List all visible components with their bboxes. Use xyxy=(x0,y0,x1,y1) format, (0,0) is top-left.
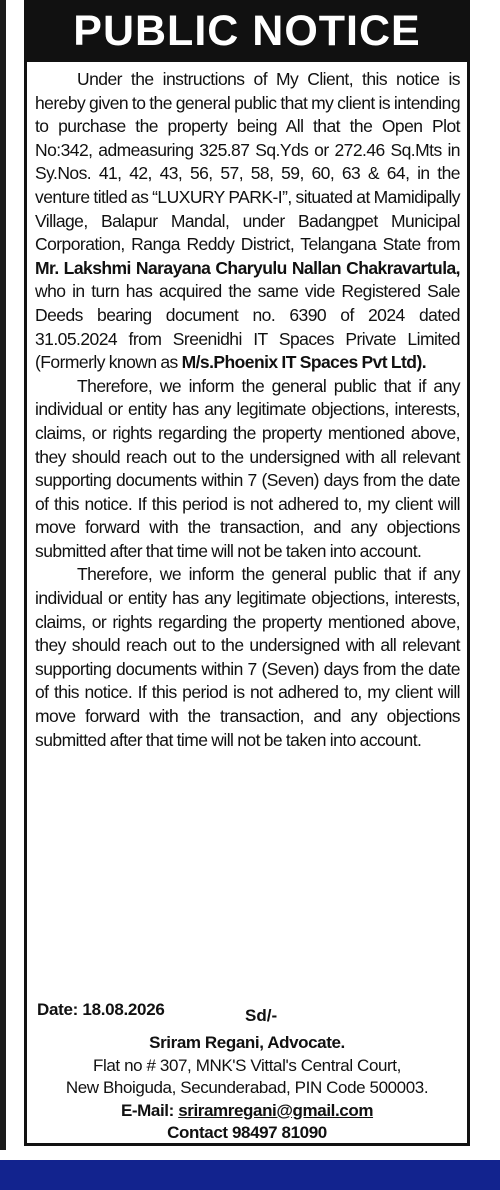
paragraph-3: Therefore, we inform the general public that if any individual or entity has any legitimate objections, interests, claims, or rights regarding the property mentioned above, they should reach out to the undersigned with all relevant supporting documents within 7 (Seven) days from the date of this notice. If this period is not adhered to, my client will move forward with the transaction, and any objections submitted after that time will not be taken into account. xyxy=(35,564,460,750)
paragraph-1-text-b: who in turn has acquired the same vide Registered Sale Deeds bearing document no. 6390 of 2024 dated 31.05.2024 from Sreenidhi IT Spaces Private Limited (Formerly known as xyxy=(35,281,460,373)
notice-date: Date: 18.08.2026 xyxy=(37,1000,165,1019)
former-company-name: M/s.Phoenix IT Spaces Pvt Ltd). xyxy=(181,352,427,373)
notice-title: PUBLIC NOTICE xyxy=(27,0,467,62)
advocate-details xyxy=(27,1032,467,1145)
address-line-1: Flat no # 307, MNK'S Vittal's Central Court, xyxy=(93,1055,401,1075)
email-label: E-Mail: xyxy=(120,1100,179,1120)
public-notice xyxy=(24,0,470,1146)
advocate-name: Sriram Regani, Advocate. xyxy=(149,1033,345,1052)
signed-mark: Sd/- xyxy=(245,1006,278,1025)
contact-number: Contact 98497 81090 xyxy=(167,1123,327,1142)
paragraph-1-text-a: Under the instructions of My Client, this notice is hereby given to the general public that my client is intending to purchase the property being All that the Open Plot No:342, admeasuring 325.87 Sq.Yds or 272.46 Sq.Mts in Sy.Nos. 41, 42, 43, 56, 57, 58, 59, 60, 63 & 64, in the venture titled as “LUXURY PARK-I”, situated at Mamidipally Village, Balapur Mandal, under Badangpet Municipal Corporation, Ranga Reddy District, Telangana State from xyxy=(35,69,460,255)
email-address: sriramregani@gmail.com xyxy=(178,1100,374,1120)
email-line xyxy=(27,1100,467,1123)
notice-body xyxy=(35,68,460,752)
left-column-rule xyxy=(0,0,6,1150)
seller-name: Mr. Lakshmi Narayana Charyulu Nallan Chakravartula, xyxy=(35,257,460,278)
footer-bar xyxy=(0,1160,500,1190)
paragraph-1 xyxy=(35,68,460,375)
address-line-2: New Bhoiguda, Secunderabad, PIN Code 500003. xyxy=(65,1078,429,1097)
paragraph-2: Therefore, we inform the general public that if any individual or entity has any legitimate objections, interests, claims, or rights regarding the property mentioned above, they should reach out to the undersigned with all relevant supporting documents within 7 (Seven) days from the date of this notice. If this period is not adhered to, my client will move forward with the transaction, and any objections submitted after that time will not be taken into account. xyxy=(35,375,460,561)
